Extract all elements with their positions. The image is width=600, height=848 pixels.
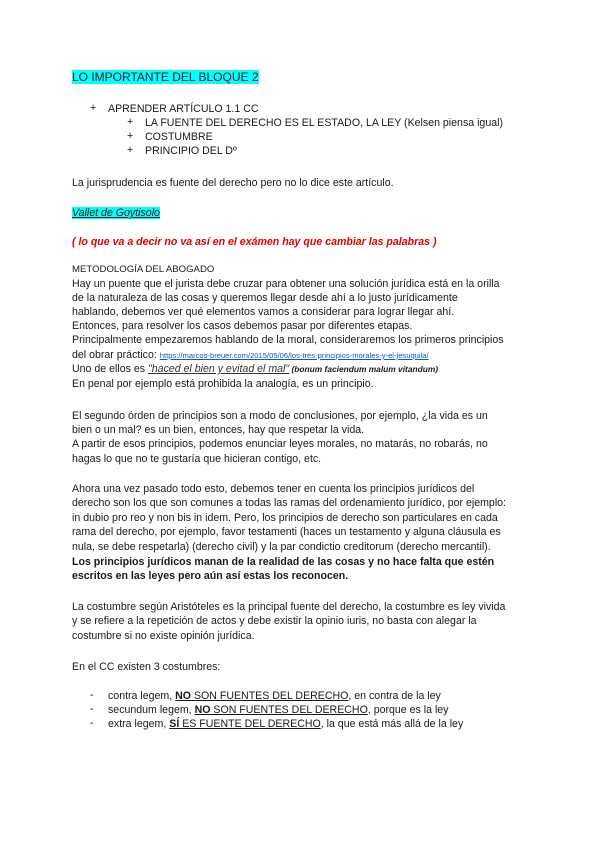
reference-link[interactable]: https://marcos-breuer.com/2015/05/06/los-tres-principios-morales-y-el-jesuquila/ xyxy=(159,351,429,360)
costumbre-item: secundum legem, NO SON FUENTES DEL DERECHO, porque es la ley xyxy=(108,704,449,716)
body-line-bold: escritos en las leyes pero aún así estas los reconocen. xyxy=(72,570,349,582)
dash-marker: - xyxy=(90,703,94,715)
body-line-bold: Los principios jurídicos manan de la realidad de las cosas y no hace falta que estén xyxy=(72,556,495,568)
bullet-marker: + xyxy=(90,102,97,114)
body-line: En penal por ejemplo está prohibida la analogía, es un principio. xyxy=(72,378,374,390)
outline-subitem: LA FUENTE DEL DERECHO ES EL ESTADO, LA LEY (Kelsen piensa igual) xyxy=(145,117,503,129)
body-line: Hay un puente que el jurista debe cruzar para obtener una solución jurídica está en la orilla xyxy=(72,278,500,290)
title-text: LO IMPORTANTE DEL BLOQUE 2 xyxy=(72,70,259,84)
jurisprudencia-line: La jurisprudencia es fuente del derecho pero no lo dice este artículo. xyxy=(72,177,394,189)
body-line: Entonces, para resolver los casos debemos pasar por diferentes etapas. xyxy=(72,320,413,332)
costumbre-item: contra legem, NO SON FUENTES DEL DERECHO, en contra de la ley xyxy=(108,690,441,702)
body-line: rama del derecho, por ejemplo, favor testamenti (haces un testamento y alguna cláusula es xyxy=(72,526,501,538)
body-line: del obrar práctico: https://marcos-breuer.com/2015/05/06/los-tres-principios-morales-y-el-jesuquila/ xyxy=(72,349,429,361)
maxim-quote: "haced el bien y evitad el mal" xyxy=(147,363,290,375)
bullet-marker: + xyxy=(127,130,134,142)
costumbre-item: extra legem, SÍ ES FUENTE DEL DERECHO, la que está más allá de la ley xyxy=(108,718,464,730)
outline-subitem: COSTUMBRE xyxy=(145,131,213,143)
outline-item: APRENDER ARTÍCULO 1.1 CC xyxy=(108,103,259,115)
warning-note: ( lo que va a decir no va así en el exámen hay que cambiar las palabras ) xyxy=(72,236,437,248)
body-line: hablando, debemos ver qué elementos vamos a considerar para lograr llegar ahí. xyxy=(72,306,455,318)
body-line: Ahora una vez pasado todo esto, debemos tener en cuenta los principios jurídicos del xyxy=(72,483,475,495)
author-heading: Vallet de Goytisolo xyxy=(72,207,160,219)
latin-maxim: (bonum faciendum malum vitandum) xyxy=(289,364,439,374)
page-title xyxy=(72,70,259,84)
outline-subitem: PRINCIPIO DEL Dº xyxy=(145,145,237,157)
body-line: A partir de esos principios, podemos enunciar leyes morales, no matarás, no robarás, no xyxy=(72,438,488,450)
body-line: Uno de ellos es "haced el bien y evitad el mal" (bonum faciendum malum vitandum) xyxy=(72,363,439,375)
body-line: En el CC existen 3 costumbres: xyxy=(72,661,221,673)
body-line: y se refiere a la repetición de actos y debe existir la opinio iuris, no basta con alegar la xyxy=(72,615,477,627)
dash-marker: - xyxy=(90,689,94,701)
body-line: derecho son los que son comunes a todas las ramas del ordenamiento jurídico, por ejemplo: xyxy=(72,497,507,509)
body-line: costumbre si no existe opinión jurídica. xyxy=(72,630,255,642)
body-line: de la naturaleza de las cosas y queremos llegar desde ahí a lo justo jurídicamente xyxy=(72,292,458,304)
body-line: El segundo órden de principios son a modo de conclusiones, por ejemplo, ¿la vida es un xyxy=(72,410,488,422)
body-line: La costumbre según Aristóteles es la principal fuente del derecho, la costumbre es ley vivida xyxy=(72,601,506,613)
body-line: in dubio pro reo y non bis in idem. Pero, los principios de derecho son particulares en cada xyxy=(72,512,498,524)
body-line: nula, se debe respetarla) (derecho civil) y la par condictio creditorum (derecho mercantil). xyxy=(72,541,491,553)
bullet-marker: + xyxy=(127,144,134,156)
bullet-marker: + xyxy=(127,116,134,128)
body-line: hagas lo que no te gustaría que hicieran contigo, etc. xyxy=(72,453,322,465)
section-heading: METODOLOGÍA DEL ABOGADO xyxy=(72,264,215,275)
body-line: bien o un mal? es un bien, entonces, hay que respetar la vida. xyxy=(72,424,365,436)
dash-marker: - xyxy=(90,717,94,729)
body-line: Principalmente empezaremos hablando de la moral, consideraremos los primeros principios xyxy=(72,334,504,346)
